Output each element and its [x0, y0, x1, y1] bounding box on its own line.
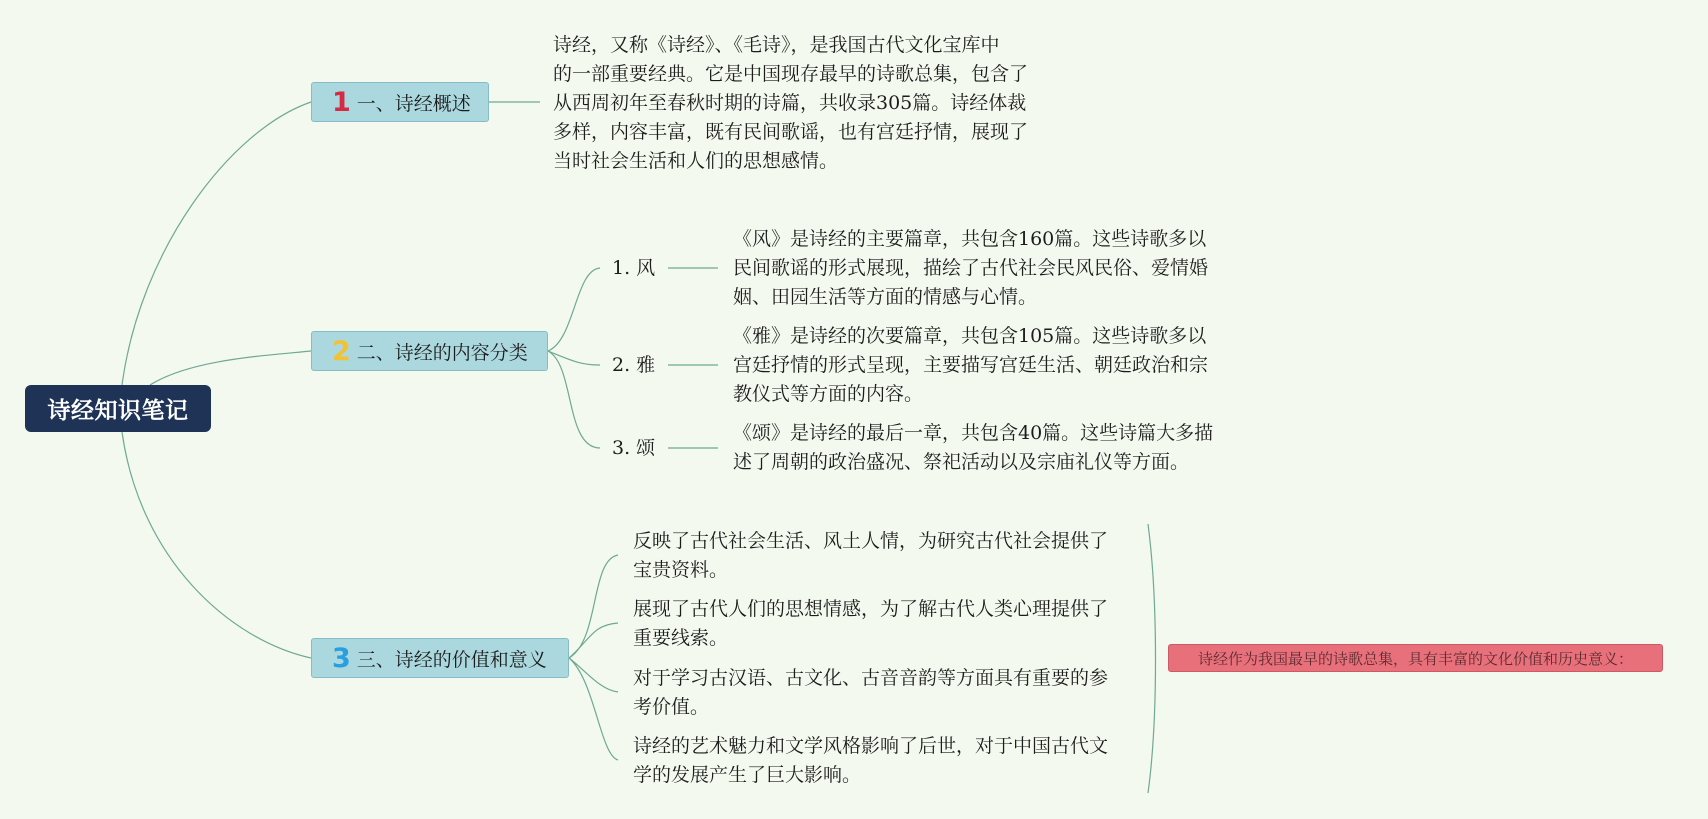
text-line: 诗经，又称《诗经》、《毛诗》，是我国古代文化宝库中: [553, 34, 1000, 56]
number-badge-1: 1: [332, 86, 351, 118]
topic-value-significance[interactable]: [311, 638, 569, 678]
song-text: [733, 419, 1253, 477]
value-item-4[interactable]: [633, 732, 1153, 790]
text-line: 的一部重要经典。它是中国现存最早的诗歌总集，包含了: [553, 63, 1029, 85]
value-item-3[interactable]: [633, 664, 1153, 722]
text-line: 《雅》是诗经的次要篇章，共包含105篇。这些诗歌多以: [733, 325, 1207, 347]
subtopic-ya[interactable]: 2. 雅: [612, 354, 656, 376]
topic-label: 一、诗经概述: [356, 92, 471, 115]
overview-text: [553, 31, 1073, 176]
topic-label: 二、诗经的内容分类: [356, 341, 528, 364]
text-line: 民间歌谣的形式展现，描绘了古代社会民风民俗、爱情婚: [733, 257, 1209, 279]
summary-callout[interactable]: 诗经作为我国最早的诗歌总集，具有丰富的文化价值和历史意义：: [1168, 644, 1663, 672]
subtopic-song[interactable]: 3. 颂: [612, 437, 656, 459]
topic-content-classification[interactable]: [311, 331, 548, 371]
text-line: 多样，内容丰富，既有民间歌谣，也有宫廷抒情，展现了: [553, 121, 1029, 143]
value-item-1[interactable]: [633, 527, 1153, 585]
number-badge-2: 2: [332, 335, 351, 367]
text-line: 宫廷抒情的形式呈现，主要描写宫廷生活、朝廷政治和宗: [733, 354, 1209, 376]
text-line: 教仪式等方面的内容。: [733, 383, 924, 405]
text-line: 重要线索。: [633, 627, 729, 649]
root-node[interactable]: 诗经知识笔记: [25, 385, 211, 432]
text-line: 诗经的艺术魅力和文学风格影响了后世，对于中国古代文: [633, 735, 1109, 757]
number-badge-3: 3: [332, 642, 351, 674]
value-item-2[interactable]: [633, 595, 1153, 653]
text-line: 《风》是诗经的主要篇章，共包含160篇。这些诗歌多以: [733, 228, 1207, 250]
topic-overview[interactable]: [311, 82, 489, 122]
text-line: 述了周朝的政治盛况、祭祀活动以及宗庙礼仪等方面。: [733, 451, 1190, 473]
text-line: 对于学习古汉语、古文化、古音音韵等方面具有重要的参: [633, 667, 1109, 689]
text-line: 《颂》是诗经的最后一章，共包含40篇。这些诗篇大多描: [733, 422, 1214, 444]
text-line: 从西周初年至春秋时期的诗篇，共收录305篇。诗经体裁: [553, 92, 1027, 114]
text-line: 反映了古代社会生活、风土人情，为研究古代社会提供了: [633, 530, 1109, 552]
feng-text: [733, 225, 1253, 312]
text-line: 学的发展产生了巨大影响。: [633, 764, 862, 786]
text-line: 展现了古代人们的思想情感，为了解古代人类心理提供了: [633, 598, 1109, 620]
ya-text: [733, 322, 1253, 409]
text-line: 考价值。: [633, 696, 710, 718]
topic-label: 三、诗经的价值和意义: [356, 648, 547, 671]
text-line: 姻、田园生活等方面的情感与心情。: [733, 286, 1038, 308]
subtopic-feng[interactable]: 1. 风: [612, 257, 656, 279]
text-line: 当时社会生活和人们的思想感情。: [553, 150, 839, 172]
text-line: 宝贵资料。: [633, 559, 729, 581]
